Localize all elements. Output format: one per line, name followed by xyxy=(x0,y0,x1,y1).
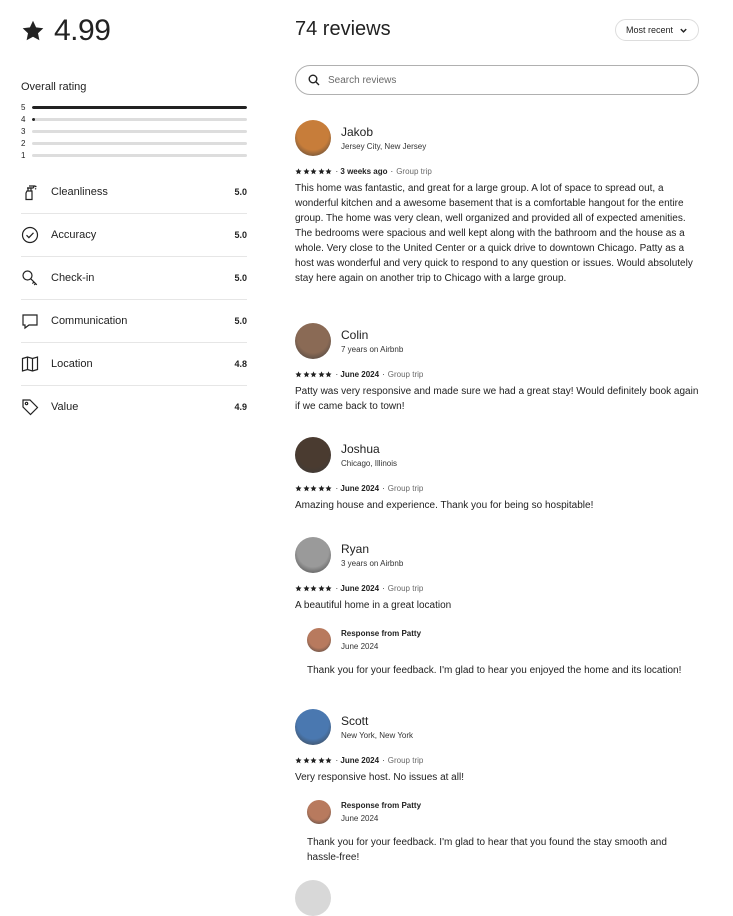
review-text: Very responsive host. No issues at all! xyxy=(295,772,464,783)
trip-type: Group trip xyxy=(387,369,424,379)
search-icon xyxy=(308,74,320,86)
response-text: Thank you for your feedback. I'm glad to hear that you found the stay smooth and hassle-free! xyxy=(307,837,667,863)
reviewer-name: Joshua xyxy=(341,442,380,456)
category-value: 5.0 xyxy=(234,316,247,326)
trip-type: Group trip xyxy=(387,583,424,593)
reviewer-subtitle: 3 years on Airbnb xyxy=(341,559,404,568)
review-date: June 2024 xyxy=(340,483,380,493)
category-label: Check-in xyxy=(51,272,95,284)
avatar[interactable] xyxy=(295,880,331,916)
rating-bar-stars: 3 xyxy=(21,126,26,136)
rating-bar-row xyxy=(21,113,247,125)
star-icon xyxy=(295,371,302,378)
rating-bar-row xyxy=(21,125,247,137)
star-icon xyxy=(295,757,302,764)
reviewer-subtitle: New York, New York xyxy=(341,731,414,740)
reviewer-name: Ryan xyxy=(341,542,370,556)
star-icon xyxy=(303,485,310,492)
star-icon xyxy=(303,371,310,378)
review-text: Amazing house and experience. Thank you for being so hospitable! xyxy=(295,500,594,511)
host-response xyxy=(307,799,699,865)
reviewer-subtitle: Chicago, Illinois xyxy=(341,459,398,468)
rating-bar-stars: 4 xyxy=(21,114,26,124)
overall-rating-value: 4.99 xyxy=(54,14,111,47)
review-item: Scott New York, New York · June 2024 · Group trip Very responsive host. No issues at all! Response from Patty June 2024 Thank you for your feedback. I'm glad to hear that you found the stay smooth and hassle-free! xyxy=(295,709,699,865)
star-icon xyxy=(310,371,317,378)
reviewer-subtitle: Jersey City, New Jersey xyxy=(341,142,427,151)
category-label: Accuracy xyxy=(51,229,97,241)
category-label: Communication xyxy=(51,315,128,327)
star-icon xyxy=(310,757,317,764)
response-title: Response from Patty xyxy=(341,801,422,810)
category-value: 4.9 xyxy=(234,402,247,412)
category-label: Cleanliness xyxy=(51,186,108,198)
overall-rating-heading xyxy=(21,14,110,48)
response-title: Response from Patty xyxy=(341,629,422,638)
review-text: This home was fantastic, and great for a large group. A lot of space to spread out, a wonderful kitchen and a awesome basement that is a comfortable hangout for the entire group. The home was very clean, well organized and provided all of expected amenities. The bedrooms were spacious and well kept along with the bathroom and the house as a whole. Very close to the United Center or a quick drive to downtown Chicago. Patty as a host was wonderful and very quick to respond to any question or issues. Would absolutely stay here again on another trip to Chicago with a large group. xyxy=(295,183,693,284)
star-rating xyxy=(295,585,333,592)
review-item: Colin 7 years on Airbnb · June 2024 · Group trip Patty was very responsive and made sure we had a great stay! Would definitely book again if we came back to town! xyxy=(295,323,699,414)
star-icon xyxy=(318,371,325,378)
map-icon xyxy=(21,355,39,373)
rating-bar-stars: 2 xyxy=(21,138,26,148)
category-label: Location xyxy=(51,358,93,370)
rating-bar-row xyxy=(21,137,247,149)
sort-dropdown-button[interactable] xyxy=(615,19,699,41)
star-rating xyxy=(295,757,333,764)
key-icon xyxy=(21,269,39,287)
review-date: June 2024 xyxy=(340,755,380,765)
star-icon xyxy=(295,485,302,492)
star-icon xyxy=(325,485,332,492)
overall-rating-title: Overall rating xyxy=(21,81,87,93)
star-rating xyxy=(295,371,333,378)
rating-bar-row xyxy=(21,149,247,161)
spray-bottle-icon xyxy=(21,183,39,201)
reviewer-name: Jakob xyxy=(341,125,374,139)
response-date: June 2024 xyxy=(341,814,379,823)
category-check-in xyxy=(21,257,247,300)
reviewer-name: Colin xyxy=(341,328,369,342)
avatar[interactable] xyxy=(295,709,331,745)
review-item: Joshua Chicago, Illinois · June 2024 · Group trip Amazing house and experience. Thank you for being so hospitable! xyxy=(295,437,699,513)
avatar[interactable] xyxy=(295,323,331,359)
star-icon xyxy=(318,168,325,175)
category-location xyxy=(21,343,247,386)
star-icon xyxy=(318,485,325,492)
star-rating xyxy=(295,485,333,492)
star-icon xyxy=(325,757,332,764)
category-value: 4.8 xyxy=(234,359,247,369)
chevron-down-icon xyxy=(679,26,688,35)
response-date: June 2024 xyxy=(341,642,379,651)
category-cleanliness xyxy=(21,171,247,214)
review-text: Patty was very responsive and made sure we had a great stay! Would definitely book again if we came back to town! xyxy=(295,386,699,412)
avatar[interactable] xyxy=(295,537,331,573)
tag-icon xyxy=(21,398,39,416)
rating-bar-row xyxy=(21,101,247,113)
review-date: June 2024 xyxy=(340,583,380,593)
review-date: 3 weeks ago xyxy=(340,166,388,176)
reviews-count-title: 74 reviews xyxy=(295,18,391,40)
check-circle-icon xyxy=(21,226,39,244)
rating-distribution xyxy=(21,101,247,161)
category-value: 5.0 xyxy=(234,273,247,283)
star-rating xyxy=(295,168,333,175)
star-icon xyxy=(310,168,317,175)
category-value-rating xyxy=(21,386,247,428)
review-item: Jakob Jersey City, New Jersey · 3 weeks ago · Group trip This home was fantastic, and great for a large group. A lot of space to spread out, a wonderful kitchen and a awesome basement that is a comfortable hangout for the entire group. The home was very clean, well organized and provided all of expected amenities. The bedrooms were spacious and well kept along with the bathroom and the house as a whole. Very close to the United Center or a quick drive to downtown Chicago. Patty as a host was wonderful and very quick to respond to any question or issues. Would absolutely stay here again on another trip to Chicago with a large group. xyxy=(295,120,699,286)
reviewer-name: Scott xyxy=(341,714,369,728)
star-icon xyxy=(21,19,45,43)
sort-label: Most recent xyxy=(625,25,673,35)
category-ratings xyxy=(21,171,247,428)
category-label: Value xyxy=(51,401,79,413)
star-icon xyxy=(310,485,317,492)
search-reviews-input[interactable] xyxy=(326,74,670,87)
rating-bar-fill xyxy=(32,118,35,121)
star-icon xyxy=(310,585,317,592)
category-communication xyxy=(21,300,247,343)
avatar[interactable] xyxy=(307,628,331,652)
category-accuracy xyxy=(21,214,247,257)
star-icon xyxy=(318,585,325,592)
star-icon xyxy=(325,585,332,592)
response-text: Thank you for your feedback. I'm glad to hear you enjoyed the home and its location! xyxy=(307,665,682,676)
star-icon xyxy=(303,585,310,592)
search-reviews-box xyxy=(295,65,699,95)
review-item: Ryan 3 years on Airbnb · June 2024 · Group trip A beautiful home in a great location Response from Patty June 2024 Thank you for your feedback. I'm glad to hear you enjoyed the home and its location! xyxy=(295,537,699,678)
host-response xyxy=(307,627,699,678)
star-icon xyxy=(303,168,310,175)
category-value: 5.0 xyxy=(234,187,247,197)
avatar[interactable] xyxy=(307,800,331,824)
trip-type: Group trip xyxy=(387,483,424,493)
category-value: 5.0 xyxy=(234,230,247,240)
rating-bar-stars: 5 xyxy=(21,102,26,112)
star-icon xyxy=(325,371,332,378)
chat-bubble-icon xyxy=(21,312,39,330)
reviewer-subtitle: 7 years on Airbnb xyxy=(341,345,404,354)
trip-type: Group trip xyxy=(396,166,432,176)
star-icon xyxy=(318,757,325,764)
star-icon xyxy=(303,757,310,764)
avatar[interactable] xyxy=(295,120,331,156)
star-icon xyxy=(295,168,302,175)
review-date: June 2024 xyxy=(340,369,380,379)
avatar[interactable] xyxy=(295,437,331,473)
star-icon xyxy=(295,585,302,592)
rating-bar-fill xyxy=(32,106,247,109)
rating-bar-stars: 1 xyxy=(21,150,26,160)
trip-type: Group trip xyxy=(387,755,424,765)
star-icon xyxy=(325,168,332,175)
review-text: A beautiful home in a great location xyxy=(295,600,452,611)
